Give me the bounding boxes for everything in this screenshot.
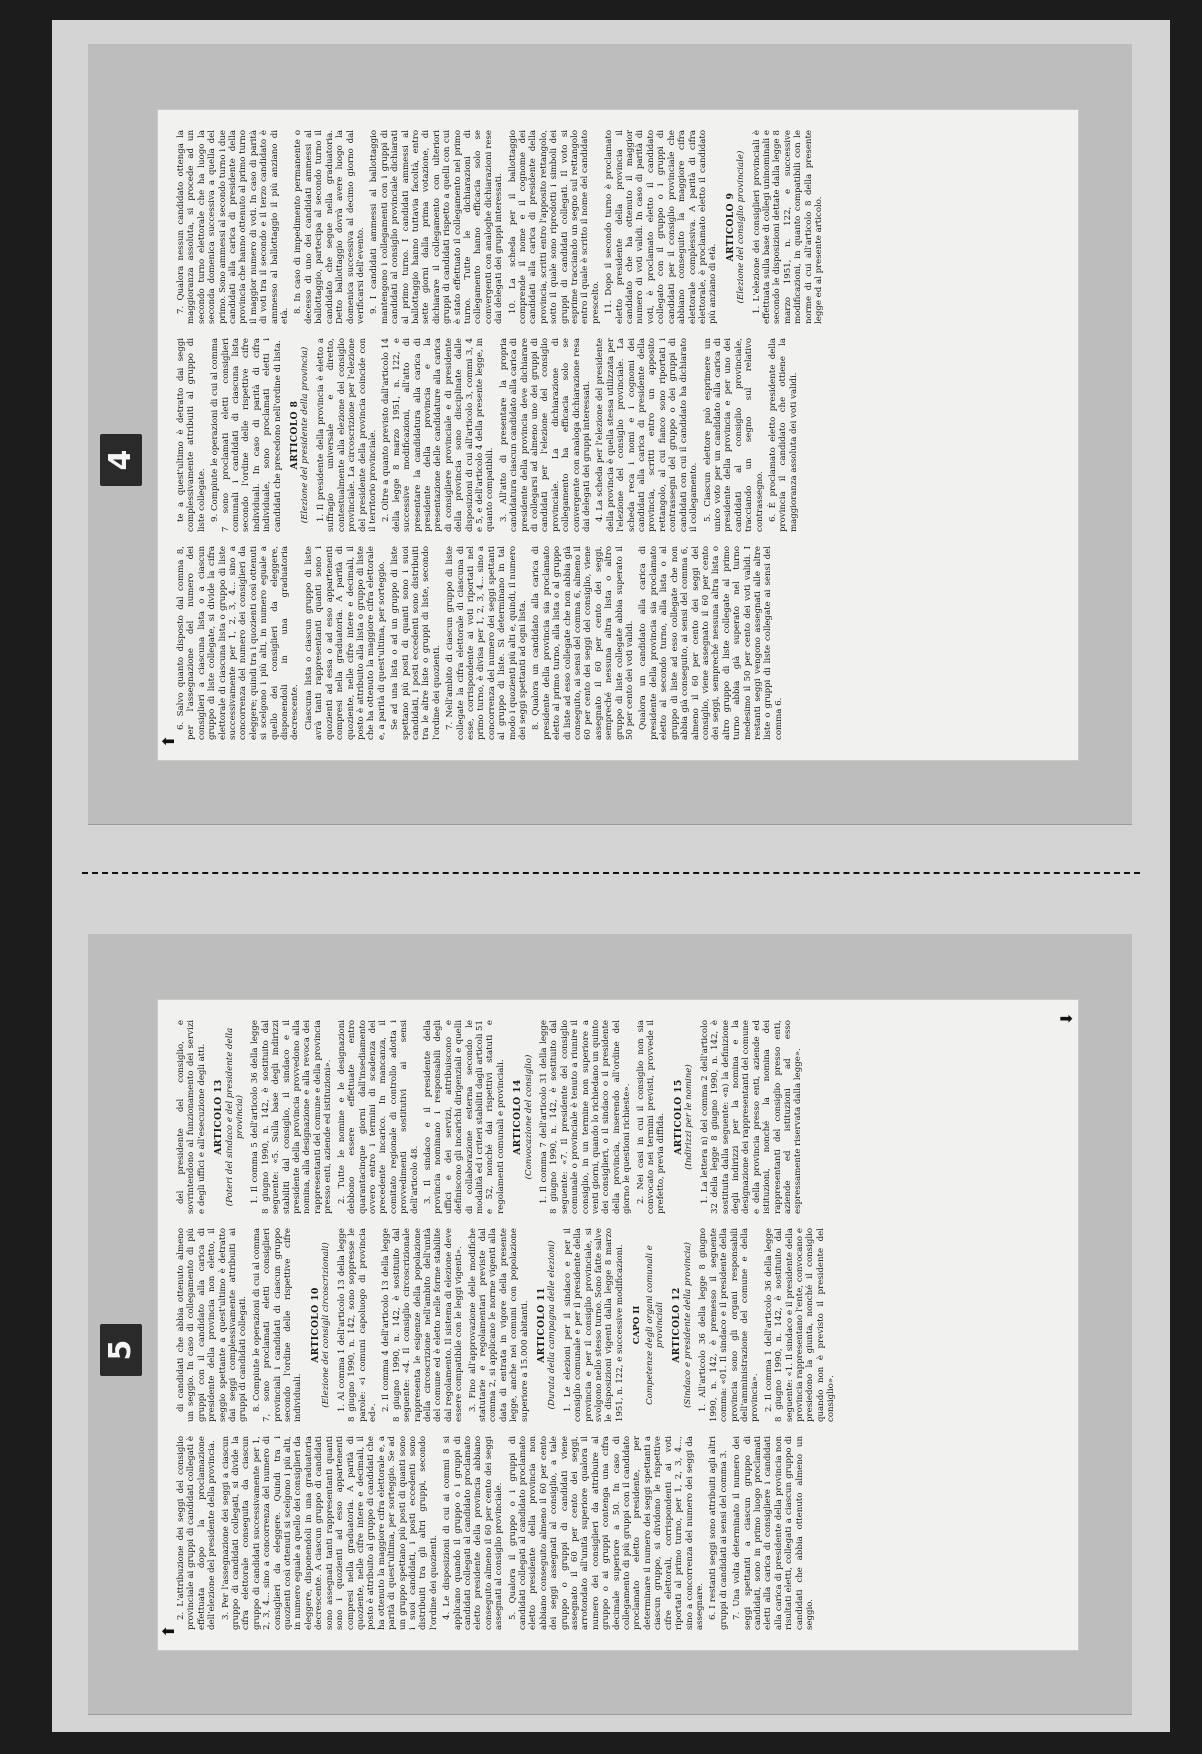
paragraph: 3. Fino all'approvazione delle modifiche statutarie e regolamentari previste dal comma 2, si applicano le norme vigenti alla data di entrata in vigore della presente legge, anche nei comuni con popolazione superiore a 15.000 abitanti.	[467, 1228, 530, 1422]
paragraph: 1. Il comma 5 dell'articolo 36 della legge 8 giugno 1990, n. 142, è sostituito dal seguente: «5. Sulla base degli indirizzi stabiliti dal consiglio, il sindaco e il presidente della provincia provvedono alla nomina, alla designazione e alla revoca dei rappresentanti del comune e della provincia presso enti, aziende ed istituzioni».	[250, 1020, 334, 1214]
paragraph: 4. Le disposizioni di cui ai commi 8 si applicano quando il gruppo o i gruppi di candidati collegati al candidato proclamato eletto presidente della provincia abbiano conseguito almeno il 60 per cento dei seggi assegnati al consiglio provinciale.	[442, 1436, 505, 1630]
paragraph: 3. All'atto di presentare la propria candidatura ciascun candidato alla carica di presidente della provincia deve dichiarare di collegarsi ad almeno uno dei gruppi di candidati per l'elezione del consiglio provinciale. La dichiarazione di collegamento ha efficacia solo se convergente con analoga dichiarazione resa dai delegati dei gruppi interessati.	[498, 338, 593, 532]
paragraph: 1. Il comma 7 dell'articolo 31 della legge 8 giugno 1990, n. 142, è sostituito dal seguente: «7. Il presidente del consiglio comunale o provinciale è tenuto a riunire il consiglio, in un termine non superiore a venti giorni, quando lo richiedano un quinto dei consiglieri, o il sindaco o il presidente della provincia, inserendo all'ordine del giorno le questioni richieste».	[539, 1020, 633, 1214]
paragraph: 7. Una volta determinato il numero dei seggi spettanti a ciascun gruppo di candidati, sono in primo luogo proclamati eletti alla carica di consigliere i candidati alla carica di presidente della provincia non risultati eletti, collegati a ciascun gruppo di candidati che abbia ottenuto almeno un seggio.	[732, 1436, 815, 1630]
paragraph: 1. Il presidente della provincia è eletto a suffragio universale e diretto, contestualmente alla elezione del consiglio provinciale. La circoscrizione per l'elezione del presidente della provincia coincide con il territorio provinciale.	[315, 338, 378, 532]
text-column	[176, 1228, 1060, 1422]
article-number: ARTICOLO 11	[537, 1287, 547, 1363]
paragraph: 2. Tutte le nomine e le designazioni debbono essere effettuate entro quarantacinque giorni dall'insediamento ovvero entro i termini di scadenza del precedente incarico. In mancanza, il comitato regionale di controllo adotta i provvedimenti sostitutivi ai sensi dell'articolo 48.	[336, 1020, 420, 1214]
scanned-sheet	[52, 20, 1170, 1732]
page-number-badge: 4	[100, 434, 142, 486]
paragraph: 1. L'elezione dei consiglieri provinciali è effettuata sulla base di collegi uninominali e secondo le disposizioni dettate dalla legge 8 marzo 1951, n. 122, e successive modificazioni, in quanto compatibili con le norme di cui all'articolo 8 della presente legge ed al presente articolo.	[751, 130, 824, 324]
paragraph: 8. In caso di impedimento permanente o decesso di uno dei candidati ammessi al ballottaggio, partecipa al secondo turno il candidato che segue nella graduatoria. Detto ballottaggio dovrà avere luogo la domenica successiva al decimo giorno dal verificarsi dell'evento.	[293, 130, 366, 324]
top-page-panel	[88, 44, 1132, 825]
text-column	[176, 1436, 1060, 1630]
paragraph: 1. Le elezioni per il sindaco e per il consiglio comunale e per il presidente della provincia e per il consiglio provinciale, si svolgono nello stesso turno. Sono fatte salve le disposizioni vigenti dalla legge 8 marzo 1951, n. 122, e successive modificazioni.	[562, 1228, 625, 1422]
text-column	[176, 1020, 1060, 1214]
paragraph: 7. Nell'ambito di ciascun gruppo di liste collegate la cifra elettorale di ciascuna di esse, corrispondente ai voti riportati nel primo turno, è divisa per 1, 2, 3, 4... sino a concorrenza del numero dei seggi spettanti al gruppo di liste. Si determinano in tal modo i quozienti più alti e, quindi, il numero dei seggi spettanti ad ogni lista.	[445, 546, 528, 740]
article-title: (Poteri del sindaco e del presidente della provincia)	[224, 1027, 246, 1207]
paragraph: 4. La scheda per l'elezione del presidente della provincia è quella stessa utilizzata per l'elezione del consiglio provinciale. La scheda reca i nomi e i cognomi dei candidati alla carica di presidente della provincia, scritti entro un apposito rettangolo, al cui fianco sono riportati i contrassegni del gruppo o dei gruppi di candidati con cui il candidato ha dichiarato il collegamento.	[595, 338, 700, 532]
article-title: (Indirizzi per le nomine)	[684, 1064, 695, 1170]
article-heading	[726, 130, 747, 324]
paragraph: 6. I restanti seggi sono attribuiti agli altri gruppi di candidati ai sensi del comma 3.	[708, 1436, 729, 1630]
article-title: (Convocazione del consiglio)	[523, 1054, 534, 1180]
paragraph: 2. Nei casi in cui il consiglio non sia convocato nei termini previsti, provvede il prefetto, previa diffida.	[635, 1020, 667, 1214]
paragraph: 6. È proclamato eletto presidente della provincia il candidato che ottiene la maggioranza assoluta dei voti validi.	[767, 338, 799, 532]
paragraph: 1. La lettera n) del comma 2 dell'articolo 32 della legge 8 giugno 1990, n. 142, è sostituita dalla seguente: «n) la definizione degli indirizzi per la nomina e la designazione dei rappresentanti del comune e della provincia presso enti, aziende ed istituzioni, nonché la nomina dei rappresentanti del consiglio presso enti, aziende ed istituzioni ad esso espressamente riservata dalla legge».	[699, 1020, 804, 1214]
paragraph: 2. Il comma 1 dell'articolo 36 della legge 8 giugno 1990, n. 142, è sostituito dal seguente: «1. Il sindaco e il presidente della provincia rappresentano l'ente, convocano e presiedono la giunta, nonché il consiglio quando non è previsto il presidente del consiglio».	[763, 1228, 837, 1422]
paragraph: 1. All'articolo 36 della legge 8 giugno 1990, n. 142, è premesso il seguente comma: «01. Il sindaco e il presidente della provincia sono gli organi responsabili dell'amministrazione del comune e della provincia».	[698, 1228, 761, 1422]
article-title: (Durata della campagna delle elezioni)	[547, 1240, 558, 1410]
article-title: (Elezione dei consigli circoscrizionali)	[321, 1242, 332, 1408]
paragraph: di candidati che abbia ottenuto almeno un seggio. In caso di collegamento di più gruppi con il candidato alla carica di presidente della provincia non eletto, il seggio spettante a quest'ultimo è detratto dai seggi complessivamente attribuiti ai gruppi di candidati collegati.	[176, 1228, 249, 1422]
paragraph: del presidente del consiglio, e sovrintendono al funzionamento dei servizi e degli uffici e all'esecuzione degli atti.	[176, 1020, 207, 1214]
paragraph: 3. Il sindaco e il presidente della provincia nominano i responsabili degli uffici e dei servizi, attribuiscono e definiscono gli incarichi dirigenziali e quelli di collaborazione esterna secondo le modalità ed i criteri stabiliti dagli articoli 51 e 52, nonché dai rispettivi statuti e regolamenti comunali e provinciali.	[422, 1020, 506, 1214]
text-column	[176, 338, 1060, 532]
paragraph: 5. Qualora il gruppo o i gruppi di candidati collegati al candidato proclamato eletto presidente della provincia non abbiano conseguito almeno il 60 per cento dei seggi assegnati al consiglio, a tale gruppo o gruppi di candidati viene assegnato il 60 per cento dei seggi, arrotondato all'unità superiore qualora il numero dei consiglieri da attribuire al gruppo o ai gruppi contenga una cifra decimale superiore a 50. In caso di collegamento di più gruppi con il candidato proclamato eletto presidente, per determinare il numero dei seggi spettanti a ciascun gruppo, si dividono le rispettive cifre elettorali, corrispondenti ai voti riportati al primo turno, per 1, 2, 3, 4..., sino a concorrenza del numero dei seggi da assegnare.	[507, 1436, 705, 1630]
continue-arrow-icon: ⬆	[159, 1624, 178, 1638]
text-columns	[176, 1020, 1060, 1630]
paragraph: 9. I candidati ammessi al ballottaggio mantengono i collegamenti con i gruppi di candidati al consiglio provinciale dichiarati al primo turno. I candidati ammessi al ballottaggio hanno tuttavia facoltà, entro sette giorni dalla prima votazione, di dichiarare il collegamento con ulteriori gruppi di candidati rispetto a quelli con cui è stato effettuato il collegamento nel primo turno. Tutte le dichiarazioni di collegamento hanno efficacia solo se convergenti con analoghe dichiarazioni rese dai delegati dei gruppi interessati.	[369, 130, 505, 324]
paragraph: 3. Per l'assegnazione dei seggi a ciascun gruppo di candidati collegati, si divide la cifra elettorale conseguita da ciascun gruppo di candidati successivamente per 1, 2, 3, 4... sino a concorrenza del numero di consiglieri da eleggere. Quindi tra i quozienti così ottenuti si scelgono i più alti, in numero eguale a quello dei consiglieri da eleggere, disponendoli in una graduatoria decrescente. A ciascun gruppo di candidati sono assegnati tanti rappresentanti quanti sono i quozienti ad esso appartenenti compresi nella graduatoria. A parità di quoziente, nelle cifre intere e decimali, il posto è attribuito al gruppo di candidati che ha ottenuto la maggiore cifra elettorale e, a parità di quest'ultima, per sorteggio. Se ad un gruppo spettano più posti di quanti sono i suoi candidati, i posti eccedenti sono distribuiti tra gli altri gruppi, secondo l'ordine dei quozienti.	[220, 1436, 439, 1630]
article-number: ARTICOLO 13	[214, 1079, 225, 1155]
article-number: ARTICOLO 9	[725, 192, 736, 262]
article-heading	[537, 1228, 558, 1422]
article-number: ARTICOLO 15	[673, 1079, 684, 1155]
article-heading	[290, 338, 311, 532]
article-number: ARTICOLO 12	[672, 1287, 683, 1363]
chapter-title: Competenze degli organi comunali e provinciali	[644, 1245, 666, 1405]
paragraph: te a quest'ultimo è detratto dai seggi complessivamente attribuiti al gruppo di liste collegate.	[176, 338, 207, 532]
paragraph: 9. Compiute le operazioni di cui al comma 7 sono proclamati eletti consiglieri comunali i candidati di ciascuna lista secondo l'ordine delle rispettive cifre individuali. In caso di parità di cifra individuale, sono proclamati eletti i candidati che precedono nell'ordine di lista.	[210, 338, 283, 532]
page-number-badge: 5	[100, 1324, 142, 1376]
article-heading	[214, 1020, 245, 1214]
paragraph: Qualora un candidato alla carica di presidente della provincia sia proclamato eletto al secondo turno, alla lista o al gruppo di liste ad esso collegate che non abbia già conseguito, ai sensi del comma 6, almeno il 60 per cento dei seggi del consiglio, viene assegnato il 60 per cento dei seggi, sempreché nessuna altra lista o altro gruppo di liste collegate al primo turno abbia già superato nel turno medesimo il 50 per cento dei voti validi. I restanti seggi vengono assegnati alle altre liste o gruppi di liste collegate ai sensi del comma 6.	[638, 546, 784, 740]
page-5	[158, 1000, 1078, 1650]
article-heading	[674, 1020, 695, 1214]
paragraph: 6. Salvo quanto disposto dal comma 8, per l'assegnazione del numero dei consiglieri a ciascuna lista o a ciascun gruppo di liste collegate, si divide la cifra elettorale di ciascuna lista o gruppo di liste successivamente per 1, 2, 3, 4... sino a concorrenza del numero dei consiglieri da eleggere; quindi tra i quozienti così ottenuti si scelgono i più alti, in numero eguale a quello dei consiglieri da eleggere, disponendoli in una graduatoria decrescente.	[176, 546, 301, 740]
bottom-page-panel	[88, 934, 1132, 1715]
text-column	[176, 130, 1060, 324]
article-heading	[311, 1228, 332, 1422]
next-page-arrow-icon: ⬇	[1056, 1012, 1076, 1026]
article-number: ARTICOLO 8	[290, 400, 301, 470]
continue-arrow-icon: ⬆	[159, 734, 178, 748]
article-number: ARTICOLO 14	[513, 1079, 524, 1155]
fold-line	[82, 872, 1140, 874]
paragraph: 2. Il comma 4 dell'articolo 13 della legge 8 giugno 1990, n. 142, è sostituito dal seguente: «4. Il consiglio circoscrizionale rappresenta le esigenze della popolazione della circoscrizione nell'ambito dell'unità del comune ed è eletto nelle forme stabilite dal regolamento. Il sistema di elezione deve essere compatibile con le leggi vigenti».	[381, 1228, 465, 1422]
paragraph: 7. Qualora nessun candidato ottenga la maggioranza assoluta, si procede ad un secondo turno elettorale che ha luogo la seconda domenica successiva a quella del primo. Sono ammessi al secondo turno i due candidati alla carica di presidente della provincia che hanno ottenuto al primo turno il maggior numero di voti. In caso di parità di voti tra il secondo e il terzo candidato è ammesso al ballottaggio il più anziano di età.	[176, 130, 291, 324]
article-heading	[513, 1020, 534, 1214]
paragraph: 1. Al comma 1 dell'articolo 13 della legge 8 giugno 1990, n. 142, sono soppresse le parole: «i comuni capoluogo di provincia ed».	[336, 1228, 378, 1422]
paragraph: Se ad una lista o ad un gruppo di liste spettano più posti di quanti sono i suoi candidati, i posti eccedenti sono distribuiti tra le altre liste o gruppi di liste, secondo l'ordine dei quozienti.	[390, 546, 442, 740]
paragraph: 8. Compiute le operazioni di cui al comma 7, sono proclamati eletti consiglieri provinciali i candidati di ciascun gruppo secondo l'ordine delle rispettive cifre individuali.	[251, 1228, 304, 1422]
page-4	[158, 110, 1078, 760]
article-title: (Sindaco e presidente della provincia)	[682, 1242, 693, 1408]
paragraph: 8. Qualora un candidato alla carica di presidente della provincia sia proclamato eletto al primo turno, alla lista o al gruppo di liste ad esso collegate che non abbia già conseguito, ai sensi del comma 6, almeno il 60 per cento dei seggi del consiglio, viene assegnato il 60 per cento dei seggi, sempreché nessuna altra lista o altro gruppo di liste collegate abbia superato il 50 per cento dei voti validi.	[531, 546, 636, 740]
paragraph: 2. Oltre a quanto previsto dall'articolo 14 della legge 8 marzo 1951, n. 122, e successive modificazioni, all'atto di presentare la candidatura alla carica di presidente della provincia e la presentazione delle candidature alla carica di consigliere provinciale e di presidente della provincia sono disciplinate dalle disposizioni di cui all'articolo 3, commi 3, 4 e 5, e dell'articolo 4 della presente legge, in quanto compatibili.	[381, 338, 496, 532]
article-number: ARTICOLO 10	[310, 1287, 321, 1363]
paragraph: Ciascuna lista o ciascun gruppo di liste avrà tanti rappresentanti quanti sono i quozienti ad essa o ad esso appartenenti compresi nella graduatoria. A parità di quoziente, nelle cifre intere e decimali, il posto è attribuito alla lista o gruppo di liste che ha ottenuto la maggiore cifra elettorale e, a parità di quest'ultima, per sorteggio.	[303, 546, 387, 740]
paragraph: 5. Ciascun elettore può esprimere un unico voto per un candidato alla carica di presidente della provincia e per uno dei candidati al consiglio provinciale, tracciando un segno sul relativo contrassegno.	[702, 338, 765, 532]
chapter-heading: CAPO II	[632, 1305, 643, 1345]
text-columns	[176, 130, 1060, 740]
article-title: (Elezione del consiglio provinciale)	[736, 150, 747, 304]
paragraph: 10. La scheda per il ballottaggio comprende il nome e il cognome dei candidati alla carica di presidente della provincia, scritti entro l'apposito rettangolo, sotto il quale sono riprodotti i simboli dei gruppi di candidati collegati. Il voto si esprime tracciando un segno sul rettangolo entro il quale è scritto il nome del candidato prescelto.	[507, 130, 601, 324]
article-heading	[672, 1228, 693, 1422]
paragraph: 11. Dopo il secondo turno è proclamato eletto presidente della provincia il candidato che ha ottenuto il maggior numero di voti validi. In caso di parità di voti, è proclamato eletto il candidato collegato con il gruppo o i gruppi di candidati per il consiglio provinciale che abbiano conseguito la maggiore cifra elettorale complessiva. A parità di cifra elettorale, è proclamato eletto il candidato più anziano di età.	[604, 130, 719, 324]
paragraph: 2. L'attribuzione dei seggi del consiglio provinciale ai gruppi di candidati collegati è effettuata dopo la proclamazione dell'elezione del presidente della provincia.	[176, 1436, 218, 1630]
article-title: (Elezione del presidente della provincia)	[300, 346, 311, 524]
text-column	[176, 546, 1060, 740]
